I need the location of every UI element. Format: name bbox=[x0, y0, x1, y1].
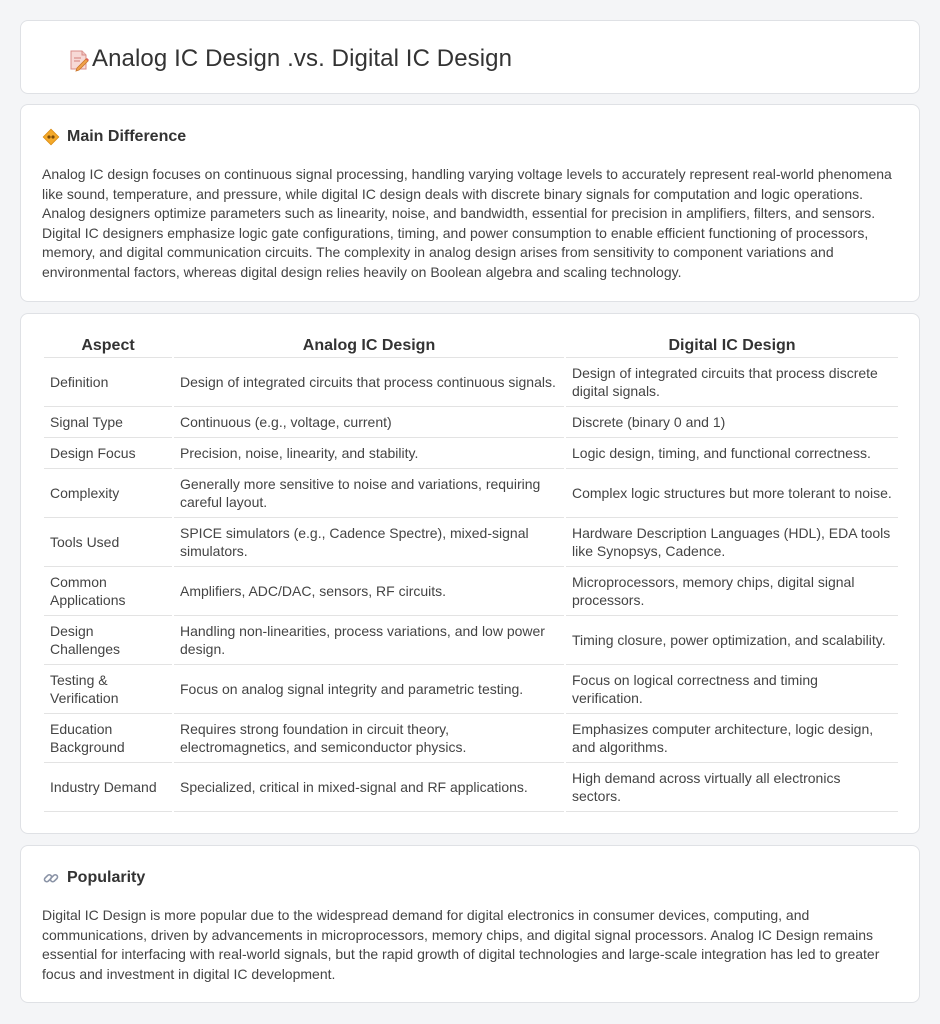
table-row bbox=[44, 518, 898, 567]
cell-aspect: Industry Demand bbox=[44, 763, 172, 812]
cell-aspect: Complexity bbox=[44, 469, 172, 518]
cell-digital: Discrete (binary 0 and 1) bbox=[566, 407, 898, 438]
table-row bbox=[44, 567, 898, 616]
cell-digital: Logic design, timing, and functional correctness. bbox=[566, 438, 898, 469]
cell-analog: Handling non-linearities, process variations, and low power design. bbox=[174, 616, 564, 665]
cell-aspect: Tools Used bbox=[44, 518, 172, 567]
cell-analog: Amplifiers, ADC/DAC, sensors, RF circuits. bbox=[174, 567, 564, 616]
cell-digital: Microprocessors, memory chips, digital signal processors. bbox=[566, 567, 898, 616]
table-header-row bbox=[44, 336, 898, 358]
cell-digital: Design of integrated circuits that process discrete digital signals. bbox=[566, 358, 898, 407]
cell-digital: High demand across virtually all electronics sectors. bbox=[566, 763, 898, 812]
table-row bbox=[44, 665, 898, 714]
table-row bbox=[44, 438, 898, 469]
main-difference-heading: Main Difference bbox=[67, 128, 187, 145]
comparison-table-card bbox=[20, 313, 920, 834]
table-row bbox=[44, 616, 898, 665]
table-row bbox=[44, 407, 898, 438]
table-row bbox=[44, 714, 898, 763]
main-difference-card bbox=[20, 104, 920, 302]
table-row bbox=[44, 358, 898, 407]
cell-analog: Focus on analog signal integrity and parametric testing. bbox=[174, 665, 564, 714]
column-header-analog: Analog IC Design bbox=[174, 336, 564, 358]
cell-aspect: Common Applications bbox=[44, 567, 172, 616]
popularity-card bbox=[20, 845, 920, 1003]
cell-analog: Continuous (e.g., voltage, current) bbox=[174, 407, 564, 438]
page-title: Analog IC Design .vs. Digital IC Design bbox=[92, 45, 513, 72]
cell-analog: SPICE simulators (e.g., Cadence Spectre), mixed-signal simulators. bbox=[174, 518, 564, 567]
column-header-digital: Digital IC Design bbox=[566, 336, 898, 358]
cell-digital: Hardware Description Languages (HDL), EDA tools like Synopsys, Cadence. bbox=[566, 518, 898, 567]
cell-digital: Emphasizes computer architecture, logic design, and algorithms. bbox=[566, 714, 898, 763]
cell-analog: Precision, noise, linearity, and stability. bbox=[174, 438, 564, 469]
main-difference-text: Analog IC design focuses on continuous signal processing, handling varying voltage levels to accurately represent real-world phenomena like sound, temperature, and pressure, while digital IC design deals with discrete binary signals for computation and logic operations. Analog designers optimize parameters such as linearity, noise, and bandwidth, essential for precision in amplifiers, filters, and sensors. Digital IC designers emphasize logic gate configurations, timing, and power consumption to enable efficient functioning of processors, memory, and digital communication circuits. The complexity in analog design arises from sensitivity to component variations and environmental factors, whereas digital design relies heavily on Boolean algebra and scaling technology. bbox=[42, 166, 892, 280]
popularity-heading: Popularity bbox=[67, 869, 146, 886]
cell-analog: Generally more sensitive to noise and variations, requiring careful layout. bbox=[174, 469, 564, 518]
cell-aspect: Definition bbox=[44, 358, 172, 407]
cell-digital: Complex logic structures but more tolerant to noise. bbox=[566, 469, 898, 518]
cell-digital: Timing closure, power optimization, and scalability. bbox=[566, 616, 898, 665]
comparison-table bbox=[42, 336, 900, 812]
cell-analog: Requires strong foundation in circuit theory, electromagnetics, and semiconductor physics. bbox=[174, 714, 564, 763]
cell-aspect: Testing & Verification bbox=[44, 665, 172, 714]
table-row bbox=[44, 469, 898, 518]
document-edit-icon bbox=[67, 48, 91, 72]
cell-aspect: Education Background bbox=[44, 714, 172, 763]
cell-aspect: Design Challenges bbox=[44, 616, 172, 665]
popularity-text: Digital IC Design is more popular due to the widespread demand for digital electronics in consumer devices, computing, and communications, driven by advancements in microprocessors, memory chips, and digital signal processors. Analog IC Design remains essential for interfacing with real-world signals, but the rapid growth of digital technologies and large-scale integration has led to greater focus and investment in digital IC development. bbox=[42, 907, 880, 982]
cell-aspect: Design Focus bbox=[44, 438, 172, 469]
cell-aspect: Signal Type bbox=[44, 407, 172, 438]
column-header-aspect: Aspect bbox=[44, 336, 172, 358]
cell-analog: Design of integrated circuits that process continuous signals. bbox=[174, 358, 564, 407]
cell-analog: Specialized, critical in mixed-signal and RF applications. bbox=[174, 763, 564, 812]
table-row bbox=[44, 763, 898, 812]
cell-digital: Focus on logical correctness and timing verification. bbox=[566, 665, 898, 714]
header-card bbox=[20, 20, 920, 94]
